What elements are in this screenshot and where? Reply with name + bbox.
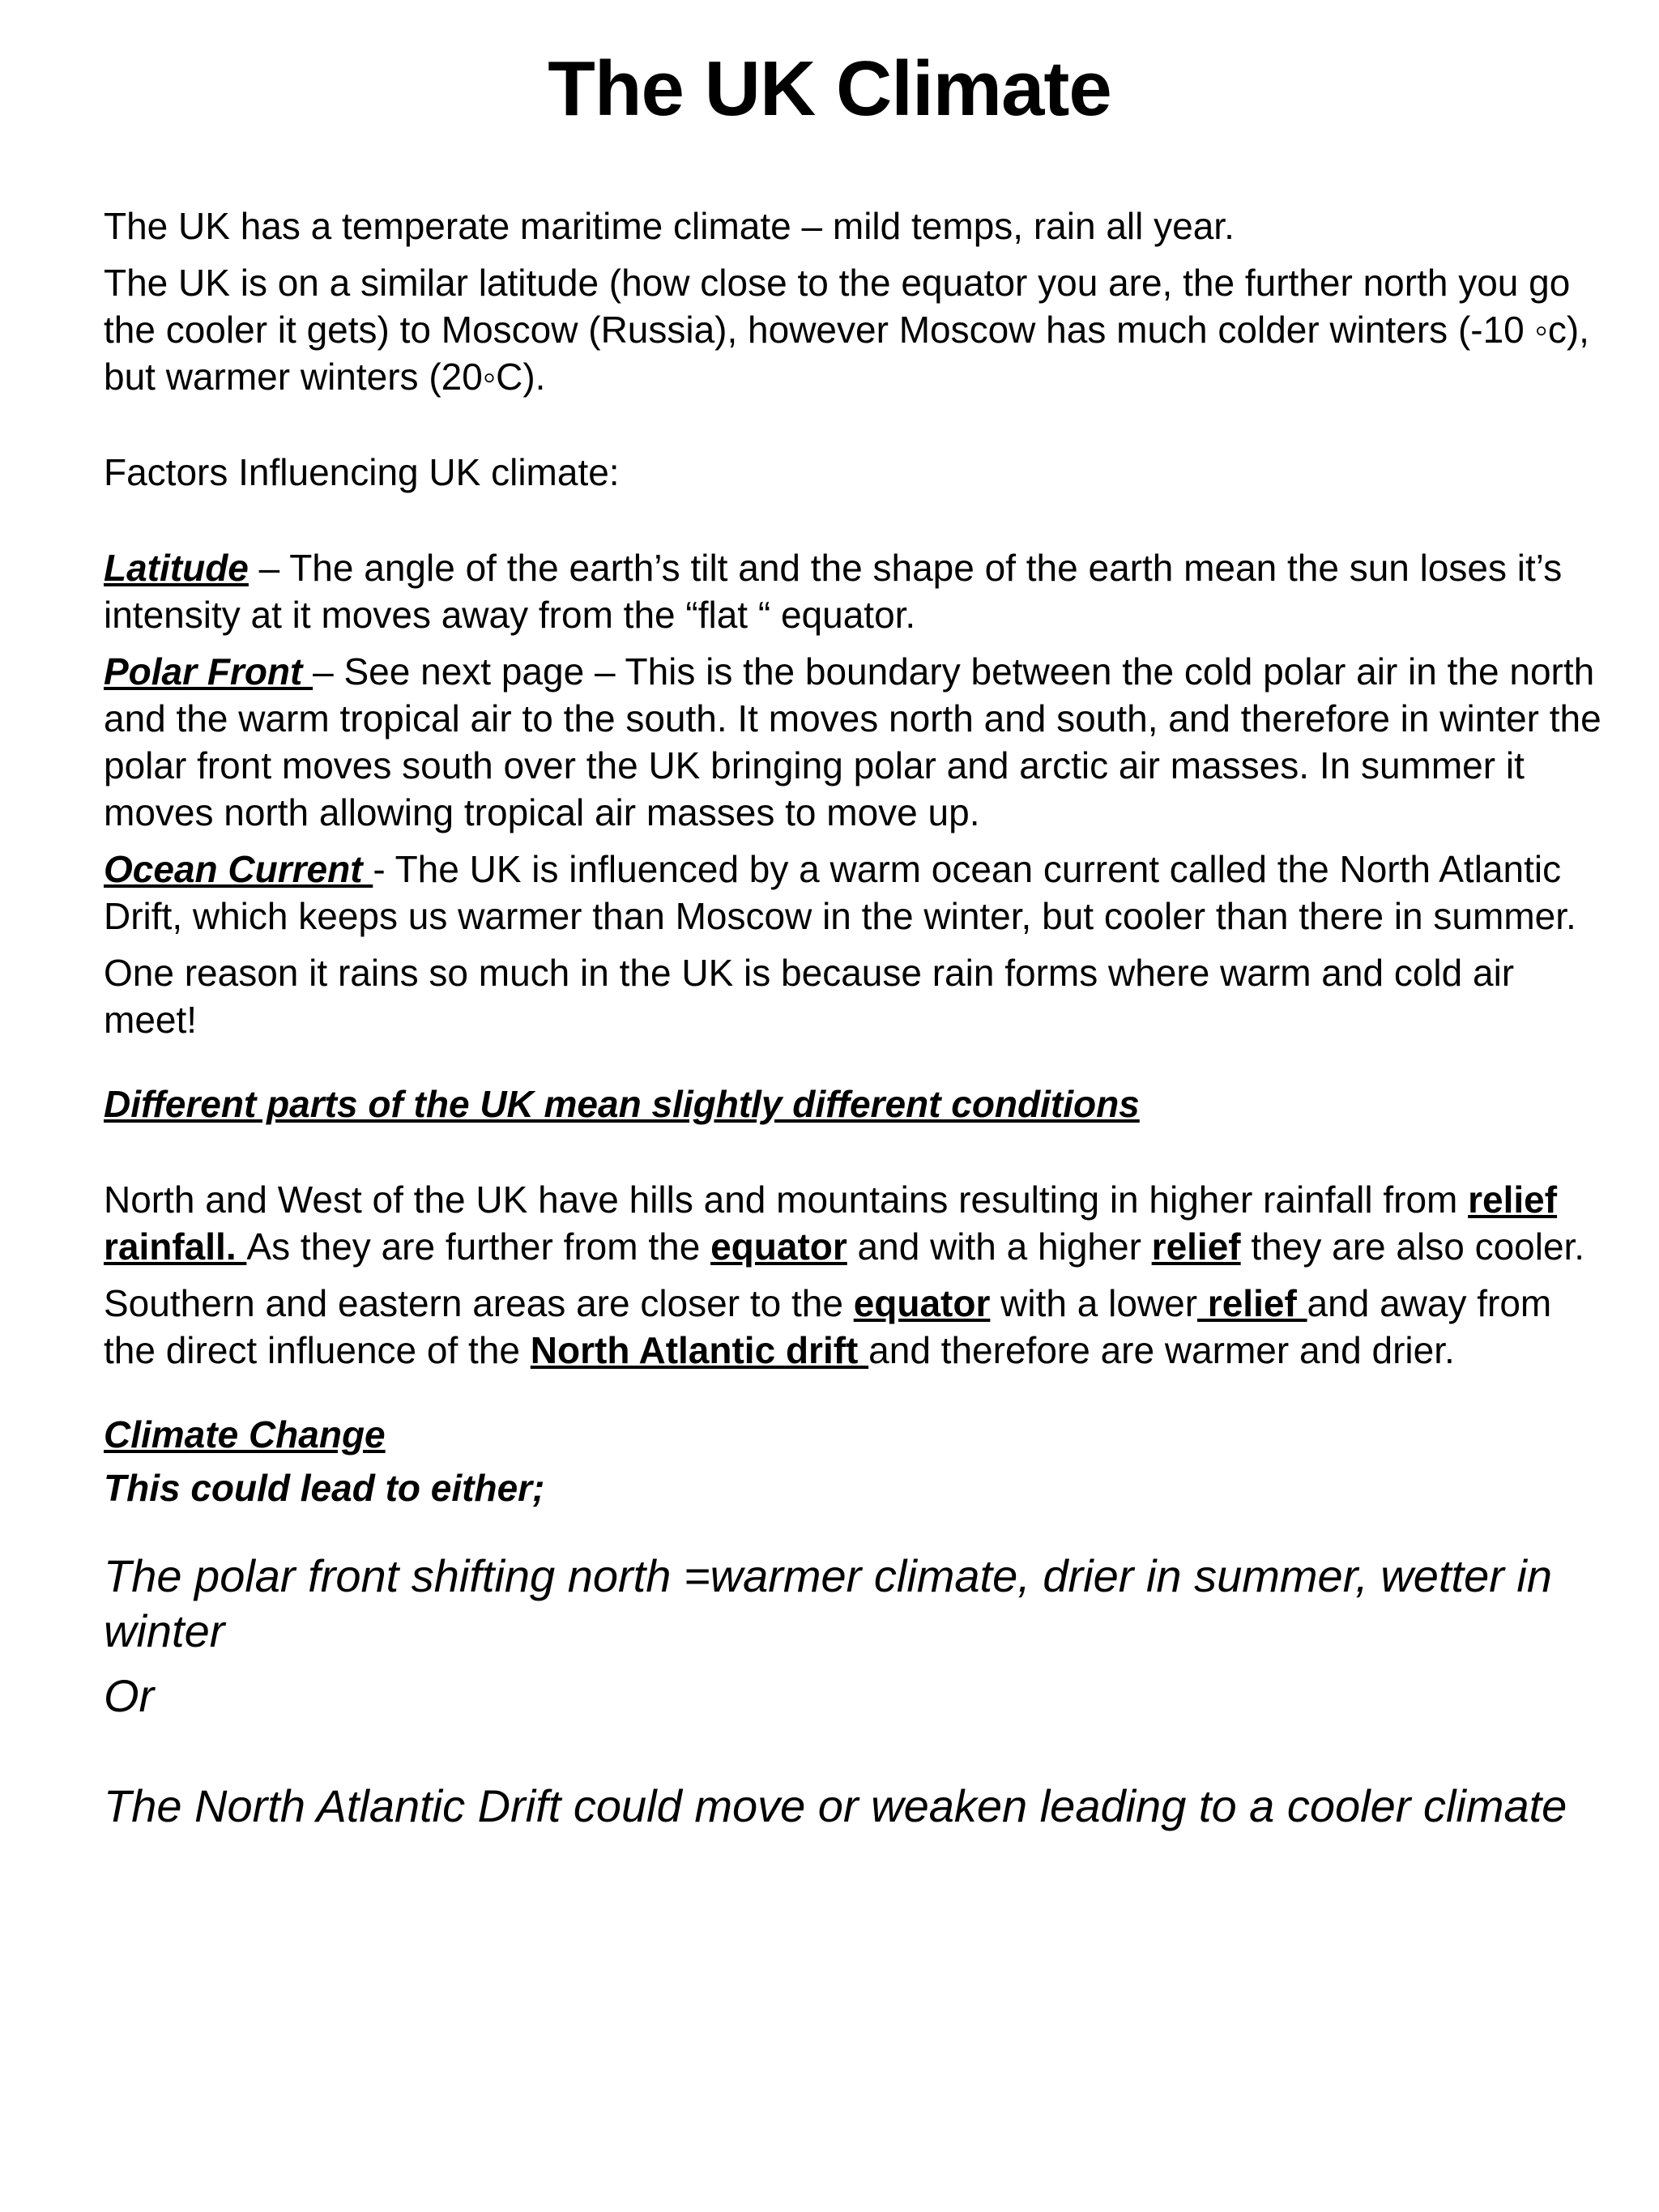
nw-text-4: they are also cooler. [1240,1225,1585,1268]
nw-text-2: As they are further from the [246,1225,711,1268]
climate-change-subheading: This could lead to either; [104,1467,545,1509]
north-west-paragraph [104,1176,1610,1270]
climate-change-heading: Climate Change [104,1413,386,1455]
se-text-4: and therefore are warmer and drier. [868,1329,1455,1371]
factor-polar-front [104,648,1610,836]
se-keyword-north-atlantic-drift: North Atlantic drift [530,1329,869,1371]
se-keyword-equator: equator [853,1282,991,1324]
climate-or: Or [104,1670,155,1721]
factors-heading: Factors Influencing UK climate: [104,451,620,493]
polar-front-label: Polar Front [104,650,313,693]
nw-keyword-relief-rainfall: relief rainfall. [104,1178,1558,1268]
climate-option-1: The polar front shifting north =warmer climate, drier in summer, wetter in winter [104,1550,1553,1656]
document-body [104,202,1610,1843]
latitude-label: Latitude [104,547,249,589]
ocean-current-text: - The UK is influenced by a warm ocean current called the North Atlantic Drift, which keeps us warmer than Moscow in the winter, but cooler than there in summer. [104,848,1576,937]
nw-keyword-equator: equator [710,1225,847,1268]
intro-line-1: The UK has a temperate maritime climate – mild temps, rain all year. [104,205,1235,247]
nw-text-3: and with a higher [847,1225,1152,1268]
page-title: The UK Climate [548,45,1111,132]
factor-latitude [104,544,1610,638]
climate-option-2: The North Atlantic Drift could move or weaken leading to a cooler climate [104,1780,1567,1831]
regions-heading: Different parts of the UK mean slightly different conditions [104,1083,1140,1125]
se-text-2: with a lower [990,1282,1198,1324]
nw-keyword-relief: relief [1151,1225,1241,1268]
se-text-3: and away from the direct influence of the [104,1282,1552,1371]
polar-front-text: – See next page – This is the boundary between the cold polar air in the north and the warm tropical air to the south. It moves north and south, and therefore in winter the polar front moves south over the UK bringing polar and arctic air masses. In summer it moves north allowing tropical air masses to move up. [104,650,1601,833]
se-keyword-relief: relief [1197,1282,1307,1324]
intro-line-2: The UK is on a similar latitude (how close to the equator you are, the further north you go the cooler it gets) to Moscow (Russia), however Moscow has much colder winters (-10 ◦c), but warmer winters (20◦C). [104,262,1589,398]
south-east-paragraph [104,1280,1610,1374]
se-text-1: Southern and eastern areas are closer to the [104,1282,854,1324]
ocean-current-label: Ocean Current [104,848,373,890]
nw-text-1: North and West of the UK have hills and mountains resulting in higher rainfall from [104,1178,1469,1221]
rain-note: One reason it rains so much in the UK is because rain forms where warm and cold air meet! [104,952,1515,1041]
latitude-text: – The angle of the earth’s tilt and the shape of the earth mean the sun loses it’s intensity at it moves away from the “flat “ equator. [104,547,1563,636]
factor-ocean-current [104,846,1610,940]
